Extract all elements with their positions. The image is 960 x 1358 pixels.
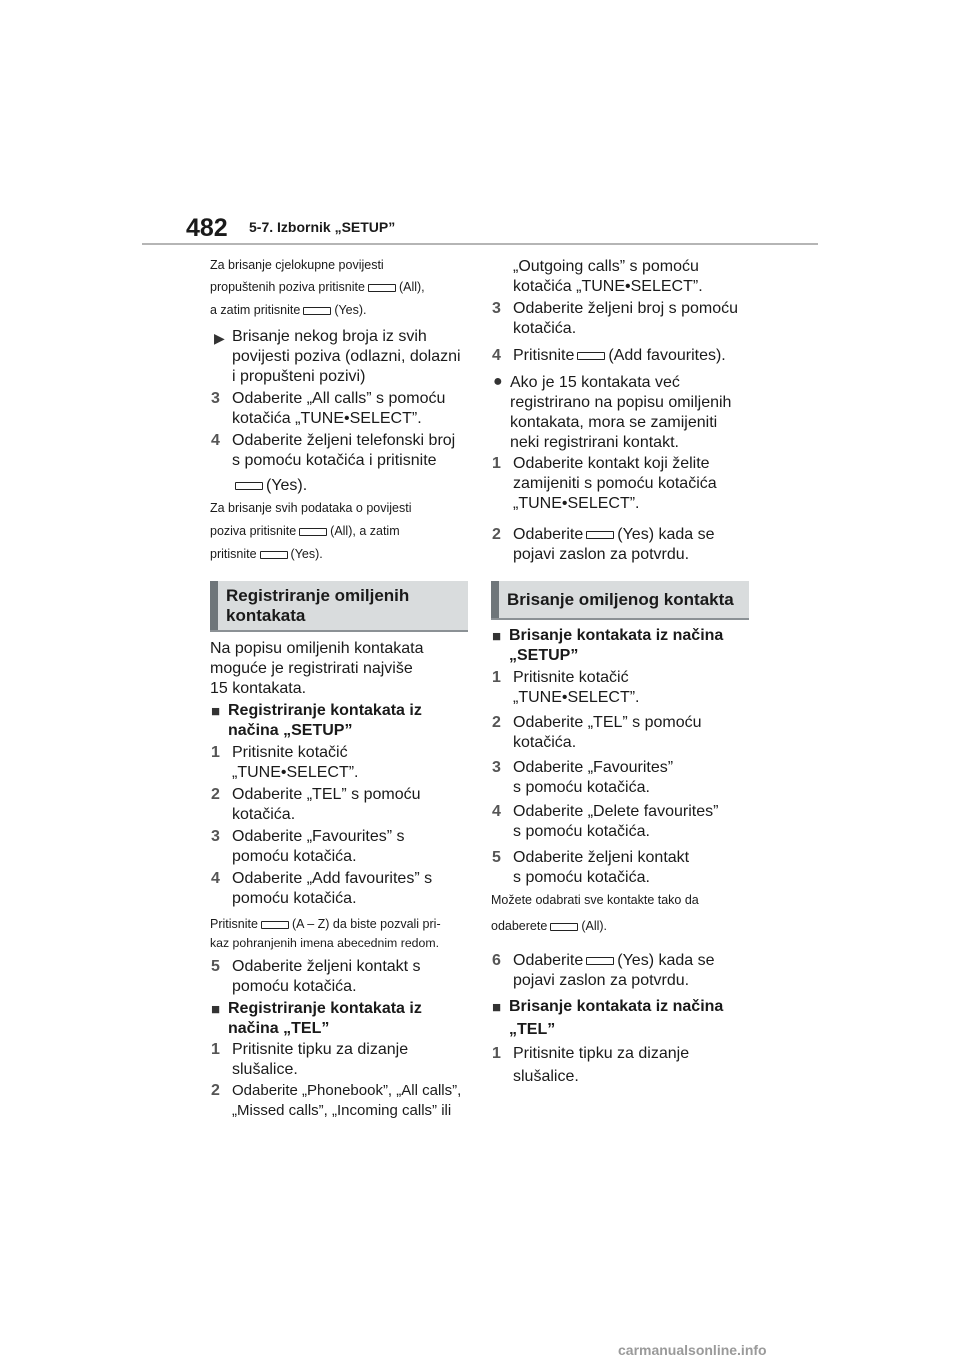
step-number: 3 <box>211 390 220 407</box>
bullet-line: Ako je 15 kontakata već <box>510 374 680 391</box>
step-text: Pritisnite kotačić <box>232 744 348 761</box>
note-line: Za brisanje cjelokupne povijesti <box>210 258 384 272</box>
subheading-line: Registriranje kontakata iz <box>228 1000 422 1017</box>
intro-line: 15 kontakata. <box>210 680 307 697</box>
bullet-line: neki registrirani kontakt. <box>510 434 679 451</box>
step-text: Odaberite „TEL” s pomoću <box>232 786 421 803</box>
note-line: Možete odabrati sve kontakte tako da <box>491 893 699 907</box>
button-icon <box>577 352 605 360</box>
button-icon <box>235 482 263 490</box>
step-number: 1 <box>492 669 501 686</box>
step-text: Odaberite „All calls” s pomoću <box>232 390 446 407</box>
button-icon <box>303 307 331 315</box>
note-line: propuštenih poziva pritisnite (All), <box>210 280 425 294</box>
step-number: 5 <box>211 958 220 975</box>
heading-line: kontakata <box>226 606 306 625</box>
subheading-line: načina „TEL” <box>228 1020 330 1037</box>
step-number: 4 <box>492 347 501 364</box>
subtitle-line: i propušteni pozivi) <box>232 368 366 385</box>
section-heading-delete <box>491 581 749 620</box>
section-heading-register <box>210 581 468 632</box>
button-icon <box>550 923 578 931</box>
triangle-icon: ▶ <box>214 330 225 346</box>
bullet-line: kontakata, mora se zamijeniti <box>510 414 718 431</box>
step-text: Odaberite željeni broj s pomoću <box>513 300 739 317</box>
step-text: pomoću kotačića. <box>232 890 357 907</box>
step-text: s pomoću kotačića. <box>513 869 650 886</box>
step-number: 4 <box>492 803 501 820</box>
subheading-line: „SETUP” <box>509 647 579 664</box>
step-number: 4 <box>211 870 220 887</box>
step-number: 3 <box>492 759 501 776</box>
section-title: 5-7. Izbornik „SETUP” <box>249 219 396 235</box>
step-text: Odaberite (Yes) kada se <box>513 526 715 543</box>
button-icon <box>368 284 396 292</box>
button-icon <box>586 531 614 539</box>
step-number: 5 <box>492 849 501 866</box>
bullet-icon: ● <box>493 373 503 390</box>
step-number: 2 <box>211 1082 220 1099</box>
step-text: „Missed calls”, „Incoming calls” ili <box>232 1102 452 1119</box>
button-icon <box>260 551 288 559</box>
step-text: Odaberite „TEL” s pomoću <box>513 714 702 731</box>
step-text: kotačića. <box>513 320 577 337</box>
square-icon: ■ <box>211 703 221 720</box>
square-icon: ■ <box>211 1001 221 1018</box>
step-text: pojavi zaslon za potvrdu. <box>513 546 690 563</box>
step-text: pomoću kotačića. <box>232 978 357 995</box>
step-number: 4 <box>211 432 220 449</box>
step-number: 2 <box>492 526 501 543</box>
subheading-line: Registriranje kontakata iz <box>228 702 422 719</box>
step-text: pomoću kotačića. <box>232 848 357 865</box>
step-text: kotačića „TUNE•SELECT”. <box>232 410 422 427</box>
step-text: Odaberite „Favourites” s <box>232 828 405 845</box>
step-text: slušalice. <box>513 1068 579 1085</box>
subheading-line: „TEL” <box>509 1021 556 1038</box>
step-text: Pritisnite tipku za dizanje <box>232 1041 409 1058</box>
step-number: 2 <box>211 786 220 803</box>
square-icon: ■ <box>492 999 502 1016</box>
subtitle-line: povijesti poziva (odlazni, dolazni <box>232 348 461 365</box>
bullet-line: registrirano na popisu omiljenih <box>510 394 732 411</box>
step-text: Odaberite „Favourites” <box>513 759 674 776</box>
step-text: Odaberite „Phonebook”, „All calls”, <box>232 1082 462 1099</box>
step-text: s pomoću kotačića i pritisnite <box>232 452 437 469</box>
note-line: pritisnite (Yes). <box>210 547 323 561</box>
step-text: s pomoću kotačića. <box>513 823 650 840</box>
step-number: 3 <box>492 300 501 317</box>
subtitle-line: Brisanje nekog broja iz svih <box>232 328 427 345</box>
step-number: 3 <box>211 828 220 845</box>
step-text: Odaberite „Delete favourites” <box>513 803 719 820</box>
header-rule <box>142 243 818 245</box>
square-icon: ■ <box>492 628 502 645</box>
step-text: slušalice. <box>232 1061 298 1078</box>
heading-line: Registriranje omiljenih <box>226 586 410 605</box>
subheading-line: Brisanje kontakata iz načina <box>509 627 724 644</box>
intro-line: moguće je registrirati najviše <box>210 660 413 677</box>
note-line: odaberete (All). <box>491 919 608 933</box>
step-text: zamijeniti s pomoću kotačića <box>513 475 717 492</box>
step-number: 2 <box>492 714 501 731</box>
step-text: Pritisnite (Add favourites). <box>513 347 726 364</box>
footer-watermark: carmanualsonline.info <box>618 1342 767 1358</box>
button-icon <box>261 921 289 929</box>
button-icon <box>299 528 327 536</box>
step-text: Pritisnite kotačić <box>513 669 629 686</box>
step-text: „Outgoing calls” s pomoću <box>513 258 699 275</box>
note-line: kaz pohranjenih imena abecednim redom. <box>210 936 439 950</box>
step-text: Odaberite (Yes) kada se <box>513 952 715 969</box>
step-number: 1 <box>211 744 220 761</box>
intro-line: Na popisu omiljenih kontakata <box>210 640 424 657</box>
step-text: Odaberite „Add favourites” s <box>232 870 433 887</box>
note-line: poziva pritisnite (All), a zatim <box>210 524 400 538</box>
step-text: s pomoću kotačića. <box>513 779 650 796</box>
step-text: (Yes). <box>232 476 307 496</box>
step-text: Odaberite željeni kontakt <box>513 849 690 866</box>
note-line: Za brisanje svih podataka o povijesti <box>210 501 412 515</box>
step-number: 1 <box>492 1045 501 1062</box>
step-number: 1 <box>211 1041 220 1058</box>
subheading-line: načina „SETUP” <box>228 722 353 739</box>
step-text: „TUNE•SELECT”. <box>513 689 640 706</box>
page-number: 482 <box>186 214 228 242</box>
note-line: a zatim pritisnite (Yes). <box>210 303 367 317</box>
step-text: Odaberite kontakt koji želite <box>513 455 710 472</box>
step-text: pojavi zaslon za potvrdu. <box>513 972 690 989</box>
step-number: 1 <box>492 455 501 472</box>
step-number: 6 <box>492 952 501 969</box>
step-text: Pritisnite tipku za dizanje <box>513 1045 690 1062</box>
note-line: Pritisnite (A – Z) da biste pozvali pri- <box>210 917 441 931</box>
button-icon <box>586 957 614 965</box>
step-text: „TUNE•SELECT”. <box>232 764 359 781</box>
step-text: Odaberite željeni telefonski broj <box>232 432 456 449</box>
step-text: kotačića. <box>232 806 296 823</box>
heading-line: Brisanje omiljenog kontakta <box>507 590 734 609</box>
step-text: kotačića „TUNE•SELECT”. <box>513 278 703 295</box>
subheading-line: Brisanje kontakata iz načina <box>509 998 724 1015</box>
step-text: kotačića. <box>513 734 577 751</box>
step-text: Odaberite željeni kontakt s <box>232 958 421 975</box>
step-text: „TUNE•SELECT”. <box>513 495 640 512</box>
